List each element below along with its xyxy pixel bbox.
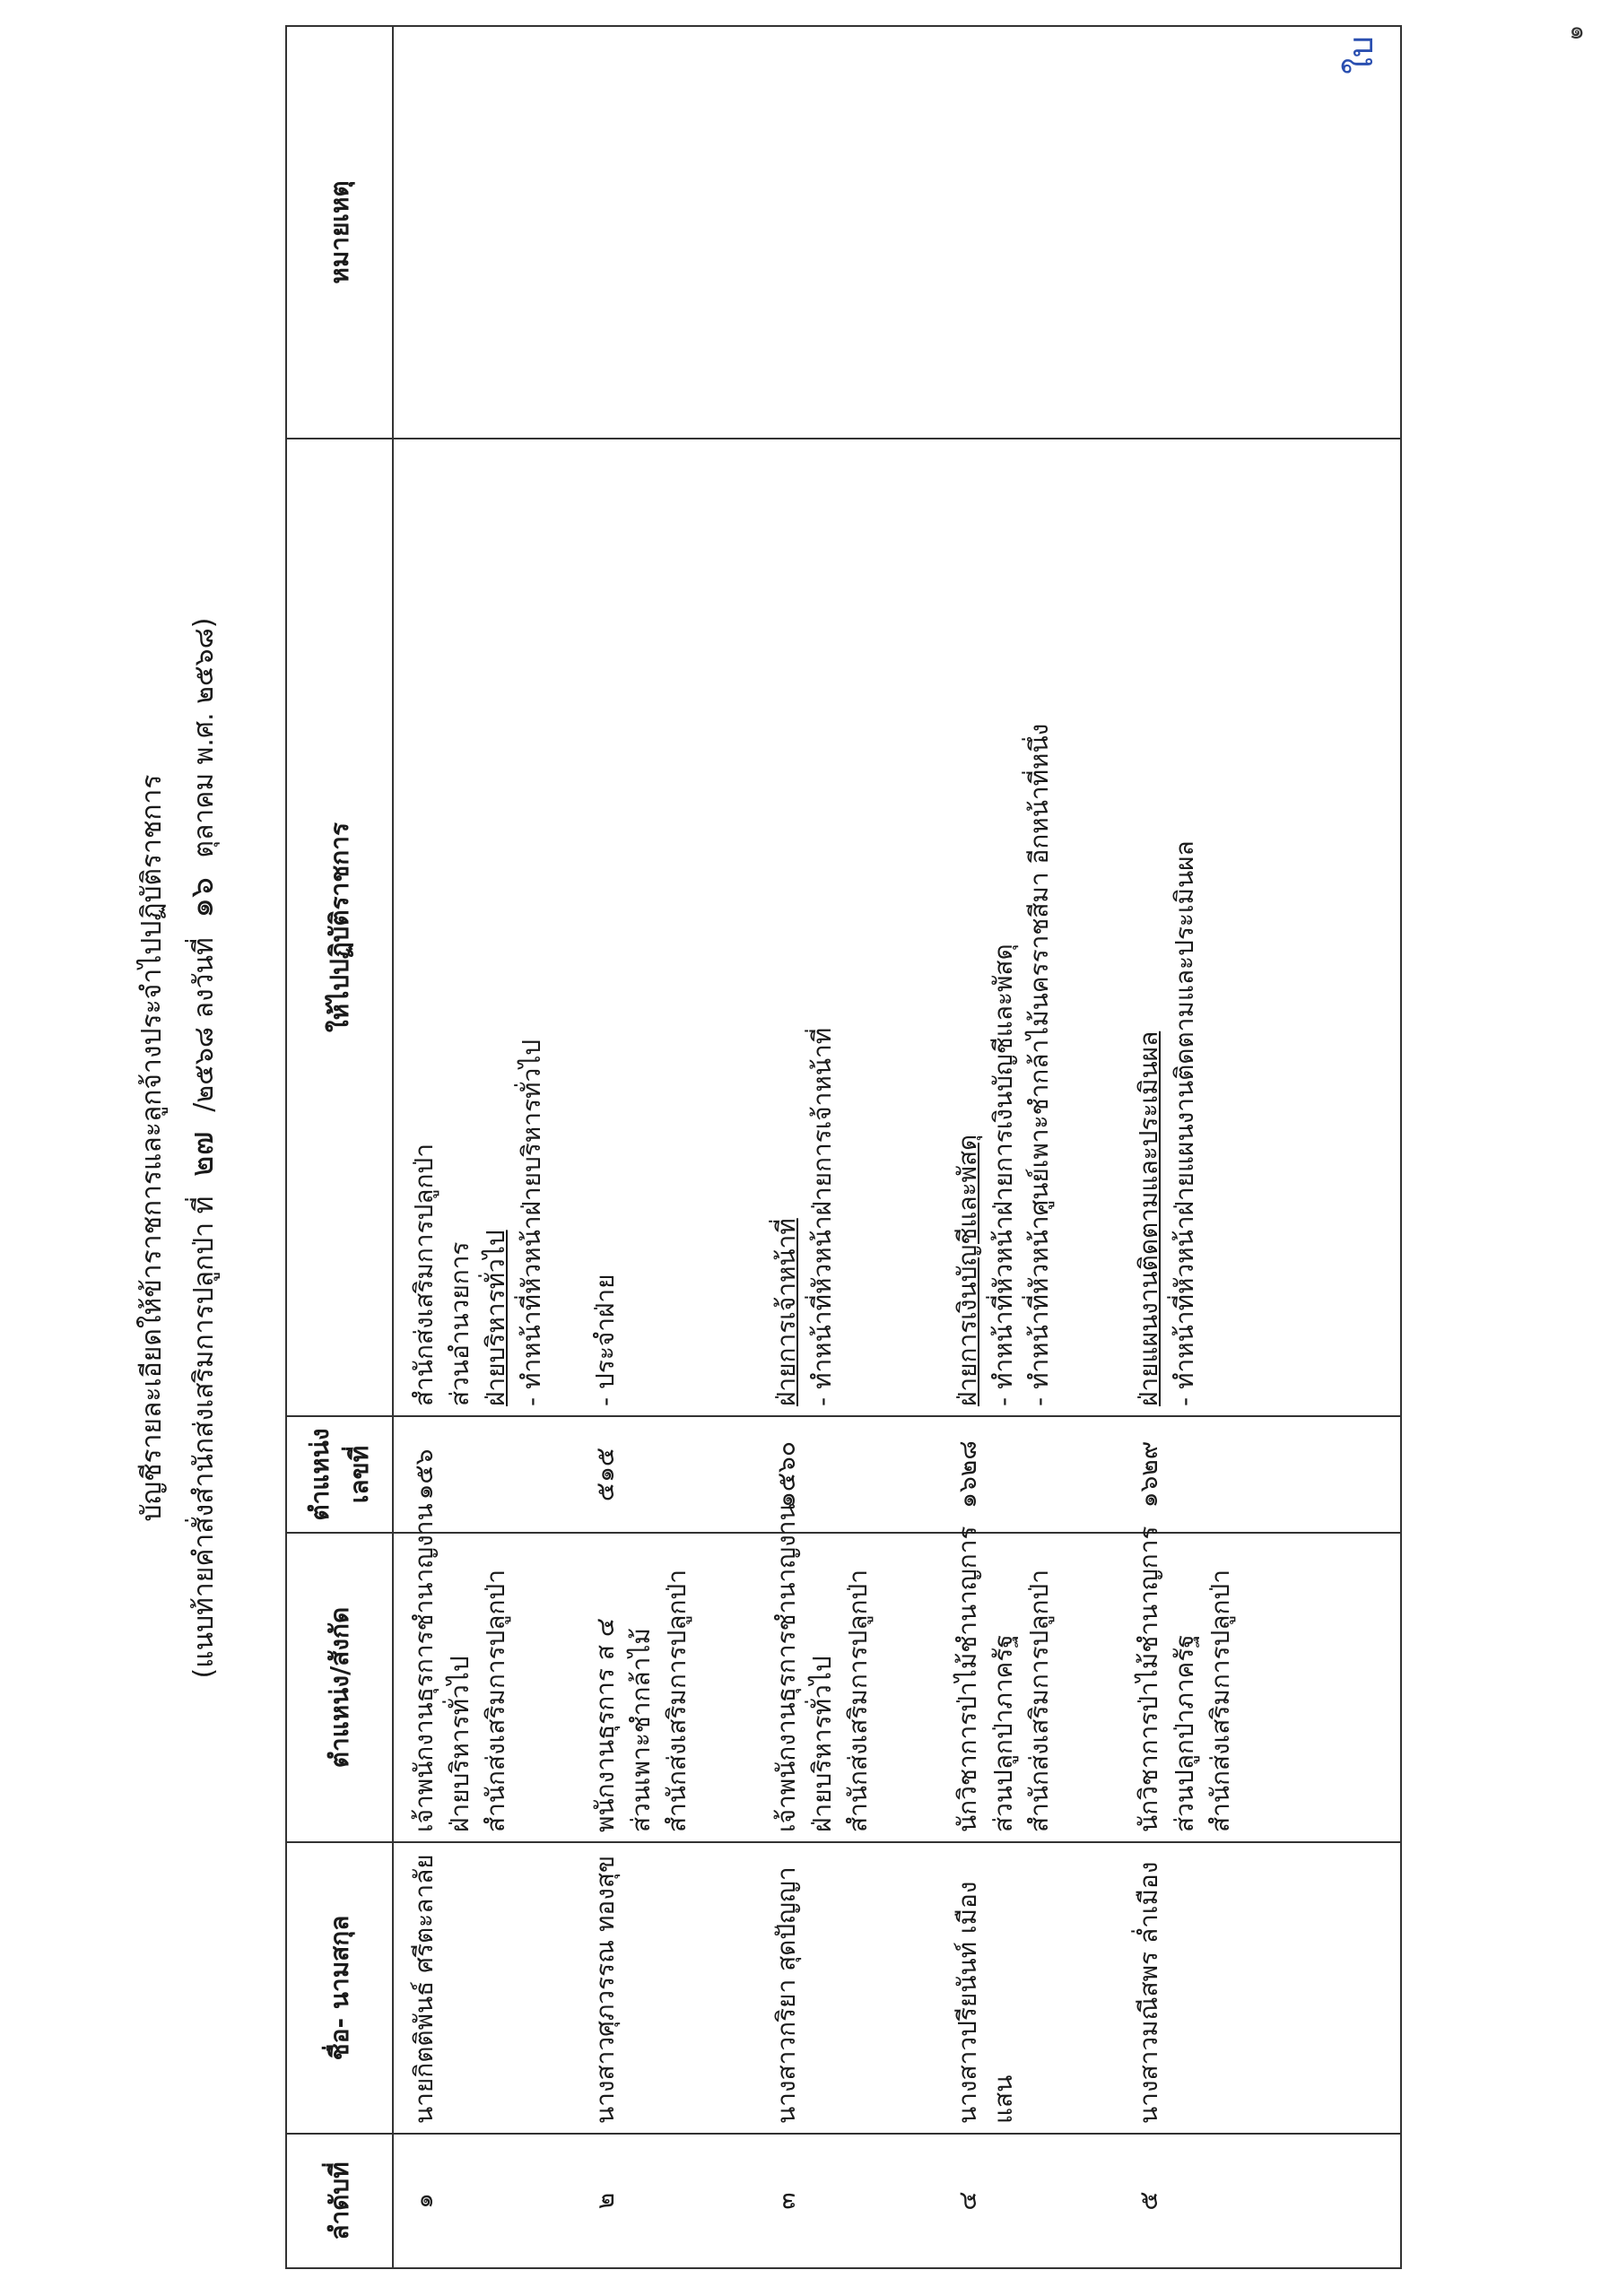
row-assignment (937, 439, 1118, 1416)
row-remark (756, 26, 937, 439)
assignment-duty: - ทำหน้าที่หัวหน้าฝ่ายบริหารทั่วไป (517, 1039, 546, 1406)
header-remarks: หมายเหตุ (286, 26, 393, 439)
row-no: ๒ (575, 2134, 756, 2268)
assignment-duty: - ทำหน้าที่หัวหน้าฝ่ายการเจ้าหน้าที่ (807, 1027, 837, 1406)
table-row (575, 26, 756, 2268)
document-subtitle (176, 0, 227, 2296)
row-assignment (575, 439, 756, 1416)
subtitle-mid: /๒๕๖๘ ลงวันที่ (188, 937, 220, 1112)
table-header-row (286, 26, 393, 2268)
row-remark (1118, 26, 1401, 439)
subtitle-prefix: (แนบท้ายคำสั่งสำนักส่งเสริมการปลูกป่า ที่ (188, 1196, 220, 1679)
row-remark (575, 26, 756, 439)
row-name: นางสาวศุภวรรณ ทองสุข (575, 1842, 756, 2134)
assignment-unit: ฝ่ายการเจ้าหน้าที่ (771, 1218, 801, 1406)
row-no: ๕ (1118, 2134, 1401, 2268)
row-position-id: ๑๖๒๘ (937, 1416, 1118, 1533)
row-position: พนักงานธุรการ ส ๔ ส่วนเพาะชำกล้าไม้ สำนักส่งเสริมการปลูกป่า (575, 1533, 756, 1842)
subtitle-suffix: ตุลาคม พ.ศ. ๒๕๖๘) (188, 617, 220, 858)
row-name: นางสาวปรียนันท์ เมืองแสน (937, 1842, 1118, 2134)
header-position-id: ตำแหน่ง เลขที่ (286, 1416, 393, 1533)
row-position-id: ๑๕๖ (393, 1416, 575, 1533)
row-no: ๓ (756, 2134, 937, 2268)
row-name: นายกิตติพันธ์ ศรีตะลาลัย (393, 1842, 575, 2134)
header-name: ชื่อ- นามสกุล (286, 1842, 393, 2134)
row-no: ๔ (937, 2134, 1118, 2268)
header-position: ตำแหน่ง/สังกัด (286, 1533, 393, 1842)
table-row (937, 26, 1118, 2268)
order-number: ๒๗ (184, 1131, 221, 1178)
row-name: นางสาวกริยา สุดปัญญา (756, 1842, 937, 2134)
order-day: ๑๖ (184, 876, 221, 918)
header-no: ลำดับที่ (286, 2134, 393, 2268)
row-remark (937, 26, 1118, 439)
row-name: นางสาวมณีสพร ล่ำเมือง (1118, 1842, 1401, 2134)
table-row (756, 26, 937, 2268)
page-number: ๑ (1569, 15, 1585, 45)
document-title: บัญชีรายละเอียดให้ข้าราชการและลูกจ้างประจำไปปฏิบัติราชการ (136, 774, 168, 1522)
row-position-id: ๕๑๕ (575, 1416, 756, 1533)
assignment-division: ส่วนอำนวยการ (445, 1241, 474, 1406)
row-no: ๑ (393, 2134, 575, 2268)
assignment-table (285, 25, 1402, 2269)
row-position-id: ๑๕๖๐ (756, 1416, 937, 1533)
handwritten-initials: ใบ (1341, 36, 1380, 74)
assignment-duty: - ประจำฝ่าย (590, 1274, 620, 1406)
assignment-unit: ฝ่ายการเงินบัญชีและพัสดุ (953, 1134, 982, 1406)
row-assignment (756, 439, 937, 1416)
assignment-duty-extra: - ทำหน้าที่หัวหน้าศูนย์เพาะชำกล้าไม้นครราชสีมา อีกหน้าที่หนึ่ง (1024, 723, 1054, 1406)
table-row (393, 26, 575, 2268)
assignment-unit: ฝ่ายแผนงานติดตามและประเมินผล (1134, 1031, 1163, 1406)
assignment-duty: - ทำหน้าที่หัวหน้าฝ่ายการเงินบัญชีและพัสดุ (988, 944, 1018, 1406)
row-position: เจ้าพนักงานธุรการชำนาญงาน ฝ่ายบริหารทั่วไป สำนักส่งเสริมการปลูกป่า (393, 1533, 575, 1842)
row-position: นักวิชาการป่าไม้ชำนาญการ ส่วนปลูกป่าภาครัฐ สำนักส่งเสริมการปลูกป่า (1118, 1533, 1401, 1842)
row-assignment (1118, 439, 1401, 1416)
row-remark (393, 26, 575, 439)
row-assignment (393, 439, 575, 1416)
assignment-bureau: สำนักส่งเสริมการปลูกป่า (409, 1144, 439, 1406)
table-row (1118, 26, 1401, 2268)
assignment-unit: ฝ่ายบริหารทั่วไป (481, 1230, 510, 1406)
header-assignment: ให้ไปปฏิบัติราชการ (286, 439, 393, 1416)
row-position-id: ๑๖๒๙ (1118, 1416, 1401, 1533)
row-position: นักวิชาการป่าไม้ชำนาญการ ส่วนปลูกป่าภาครัฐ สำนักส่งเสริมการปลูกป่า (937, 1533, 1118, 1842)
row-position: เจ้าพนักงานธุรการชำนาญงาน ฝ่ายบริหารทั่วไป สำนักส่งเสริมการปลูกป่า (756, 1533, 937, 1842)
assignment-duty: - ทำหน้าที่หัวหน้าฝ่ายแผนงานติดตามและประเมินผล (1170, 840, 1199, 1406)
